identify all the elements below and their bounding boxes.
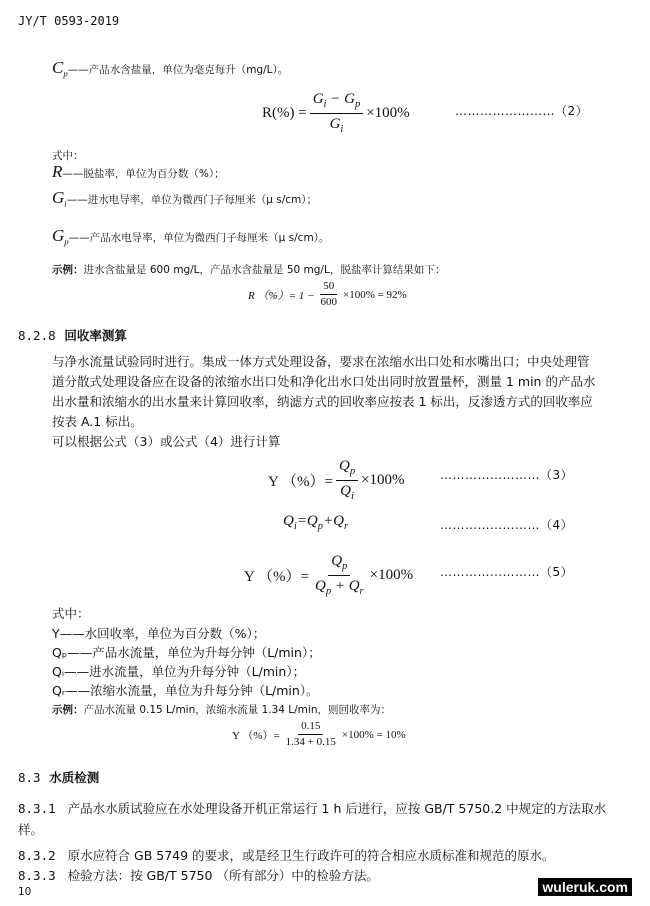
- equation-5: Y （%）= $\frac{Q_p}{Q_p + Q_r}$ ×100%: [244, 553, 414, 597]
- example-1: 示例：进水含盐量是 600 mg/L，产品水含盐量是 50 mg/L，脱盐率计算结果如下：: [52, 264, 446, 276]
- section-832: 8.3.2 原水应符合 GB 5749 的要求，或是经卫生行政许可的符合相应水质标准和规范的原水。: [18, 848, 555, 863]
- section-828-formula-intro: 可以根据公式（3）或公式（4）进行计算: [52, 434, 281, 449]
- example-2-equation: Y （%）= $\frac{0.15}{1.34 + 0.15}$ ×100% = 10%: [232, 720, 406, 749]
- y-definition: Y——水回收率，单位为百分数（%）；: [52, 626, 266, 641]
- section-833: 8.3.3 检验方法：按 GB/T 5750 （所有部分）中的检验方法。: [18, 868, 379, 883]
- equation-2-number: ……………………（2）: [455, 104, 589, 118]
- example-1-equation: R （%）= 1 − $\frac{50}{600}$ ×100% = 92%: [248, 280, 407, 309]
- equation-4-number: ……………………（4）: [440, 518, 574, 532]
- gp-definition: $G_p——$产品水电导率，单位为微西门子每厘米（μ s/cm）。: [52, 226, 330, 247]
- example-2: 示例：产品水流量 0.15 L/min，浓缩水流量 1.34 L/min，则回收率为：: [52, 704, 391, 716]
- section-831: 8.3.1 产品水水质试验应在水处理设备开机正常运行 1 h 后进行，应按 GB/T 5750.2 中规定的方法取水样。: [18, 801, 607, 837]
- equation-2: R(%) = $\frac{G_i - G_p}{G_i}$ ×100%: [262, 91, 410, 135]
- r-definition: R——脱盐率，单位为百分数（%）；: [52, 162, 225, 181]
- where-label-2: 式中：: [52, 606, 90, 621]
- gi-definition: $G_i——$进水电导率，单位为微西门子每厘米（μ s/cm）；: [52, 188, 317, 209]
- equation-3: Y （%）= $\frac{Q_p}{Q_i}$ ×100%: [268, 458, 405, 502]
- equation-3-number: ……………………（3）: [440, 468, 574, 482]
- site-watermark: wuleruk.com: [538, 878, 632, 896]
- section-828-paragraph: 与净水流量试验同时进行。集成一体方式处理设备，要求在浓缩水出口处和水嘴出口；中央处理管道分散式处理设备应在设备的浓缩水出口处和净化出水口处出同时放置量杯，测量 1 min 的产品水出水量和浓缩水的出水量来计算回收率，纳滤方式的回收率应按表 1 标出，反渗透方式的回收率应按表 A.1 标出。: [52, 354, 596, 429]
- where-label-1: 式中：: [52, 150, 84, 162]
- section-83-heading: 8.3 水质检测: [18, 770, 100, 785]
- qp-definition: Qₚ——产品水流量，单位为升每分钟（L/min）；: [52, 645, 321, 660]
- equation-5-number: ……………………（5）: [440, 565, 574, 579]
- standard-code: JY/T 0593-2019: [18, 14, 120, 28]
- page-number: 10: [18, 886, 32, 898]
- equation-4: $Q_i=Q_p+Q_r$: [283, 513, 349, 532]
- section-828-heading: 8.2.8 回收率测算: [18, 328, 127, 343]
- cp-definition: $C_p——$产品水含盐量，单位为毫克每升（mg/L）。: [52, 58, 289, 79]
- qr-definition: Qᵣ——浓缩水流量，单位为升每分钟（L/min）。: [52, 683, 319, 698]
- qi-definition: Qᵢ——进水流量，单位为升每分钟（L/min）；: [52, 664, 306, 679]
